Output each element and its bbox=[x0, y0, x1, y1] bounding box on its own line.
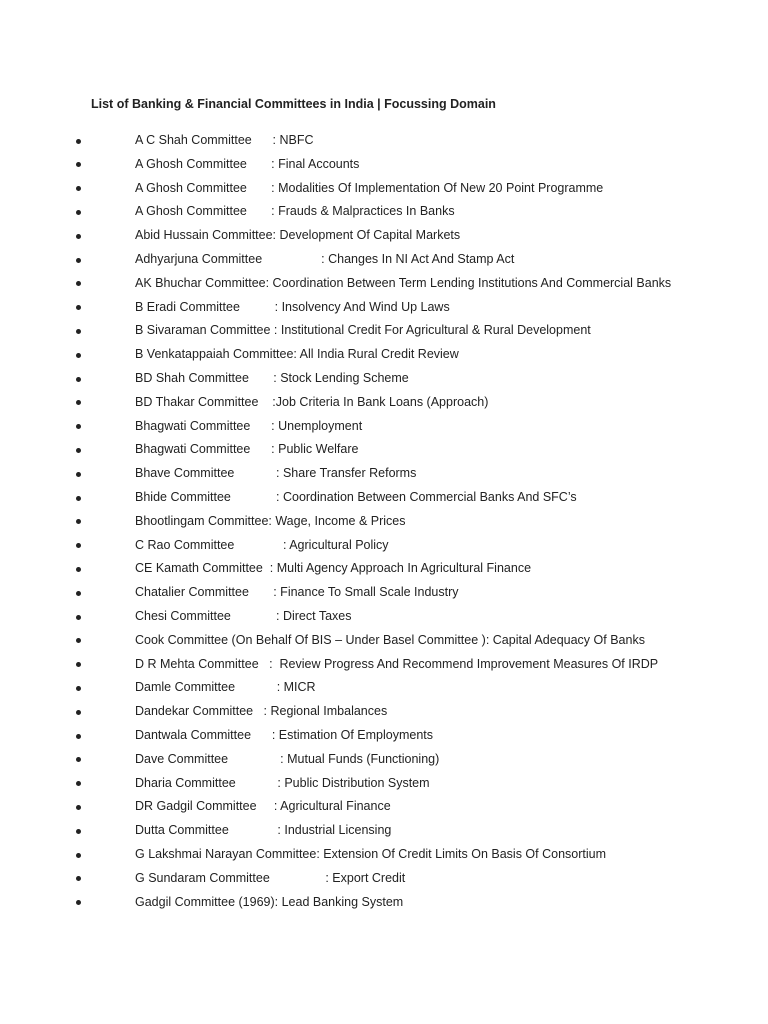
bullet-icon bbox=[76, 686, 81, 691]
committee-entry: Bhave Committee : Share Transfer Reforms bbox=[135, 466, 417, 481]
committee-entry: Abid Hussain Committee: Development Of Capital Markets bbox=[135, 228, 461, 243]
bullet-icon bbox=[76, 829, 81, 834]
bullet-icon bbox=[76, 543, 81, 548]
list-item bbox=[0, 319, 768, 343]
bullet-icon bbox=[76, 329, 81, 334]
committee-entry: G Lakshmai Narayan Committee: Extension Of Credit Limits On Basis Of Consortium bbox=[135, 846, 606, 861]
list-item bbox=[0, 129, 768, 153]
list-item bbox=[0, 605, 768, 629]
list-item bbox=[0, 272, 768, 296]
bullet-icon bbox=[76, 900, 81, 905]
bullet-icon bbox=[76, 424, 81, 429]
list-item bbox=[0, 343, 768, 367]
list-item bbox=[0, 891, 768, 915]
bullet-icon bbox=[76, 496, 81, 501]
committee-entry: Dandekar Committee : Regional Imbalances bbox=[135, 704, 388, 719]
list-item bbox=[0, 843, 768, 867]
bullet-icon bbox=[76, 615, 81, 620]
bullet-icon bbox=[76, 400, 81, 405]
bullet-icon bbox=[76, 305, 81, 310]
bullet-icon bbox=[76, 853, 81, 858]
bullet-icon bbox=[76, 353, 81, 358]
list-item bbox=[0, 676, 768, 700]
committee-entry: Bhootlingam Committee: Wage, Income & Prices bbox=[135, 513, 406, 528]
committee-entry: B Sivaraman Committee : Institutional Credit For Agricultural & Rural Development bbox=[135, 323, 591, 338]
committee-entry: Damle Committee : MICR bbox=[135, 680, 316, 695]
list-item bbox=[0, 367, 768, 391]
committee-entry: Bhagwati Committee : Public Welfare bbox=[135, 442, 359, 457]
list-item bbox=[0, 772, 768, 796]
bullet-icon bbox=[76, 139, 81, 144]
committee-entry: B Eradi Committee : Insolvency And Wind Up Laws bbox=[135, 299, 450, 314]
bullet-icon bbox=[76, 281, 81, 286]
committee-entry: Dave Committee : Mutual Funds (Functioning) bbox=[135, 751, 440, 766]
list-item bbox=[0, 200, 768, 224]
bullet-icon bbox=[76, 567, 81, 572]
bullet-icon bbox=[76, 876, 81, 881]
list-item bbox=[0, 177, 768, 201]
committee-entry: C Rao Committee : Agricultural Policy bbox=[135, 537, 389, 552]
list-item bbox=[0, 534, 768, 558]
bullet-icon bbox=[76, 472, 81, 477]
list-item bbox=[0, 748, 768, 772]
bullet-icon bbox=[76, 710, 81, 715]
list-item bbox=[0, 795, 768, 819]
bullet-icon bbox=[76, 377, 81, 382]
committee-entry: D R Mehta Committee : Review Progress And Recommend Improvement Measures Of IRDP bbox=[135, 656, 659, 671]
committee-entry: Chesi Committee : Direct Taxes bbox=[135, 608, 352, 623]
list-item bbox=[0, 700, 768, 724]
list-item bbox=[0, 724, 768, 748]
list-item bbox=[0, 462, 768, 486]
list-item bbox=[0, 438, 768, 462]
list-item bbox=[0, 486, 768, 510]
committee-entry: Dutta Committee : Industrial Licensing bbox=[135, 823, 392, 838]
list-item bbox=[0, 581, 768, 605]
committee-entry: BD Thakar Committee :Job Criteria In Bank Loans (Approach) bbox=[135, 394, 489, 409]
committee-entry: Bhagwati Committee : Unemployment bbox=[135, 418, 363, 433]
bullet-icon bbox=[76, 591, 81, 596]
committee-entry: Adhyarjuna Committee : Changes In NI Act And Stamp Act bbox=[135, 251, 515, 266]
bullet-icon bbox=[76, 234, 81, 239]
bullet-icon bbox=[76, 162, 81, 167]
committee-entry: AK Bhuchar Committee: Coordination Between Term Lending Institutions And Commercial Banks bbox=[135, 275, 672, 290]
list-item bbox=[0, 819, 768, 843]
committee-entry: Gadgil Committee (1969): Lead Banking System bbox=[135, 894, 404, 909]
committee-entry: A Ghosh Committee : Frauds & Malpractices In Banks bbox=[135, 204, 455, 219]
document-title: List of Banking & Financial Committees in India | Focussing Domain bbox=[91, 97, 496, 111]
bullet-icon bbox=[76, 734, 81, 739]
bullet-icon bbox=[76, 638, 81, 643]
committee-entry: Dantwala Committee : Estimation Of Employments bbox=[135, 727, 434, 742]
bullet-icon bbox=[76, 210, 81, 215]
list-item bbox=[0, 510, 768, 534]
list-item bbox=[0, 557, 768, 581]
committee-entry: Chatalier Committee : Finance To Small Scale Industry bbox=[135, 585, 459, 600]
list-item bbox=[0, 296, 768, 320]
bullet-icon bbox=[76, 757, 81, 762]
committee-entry: BD Shah Committee : Stock Lending Scheme bbox=[135, 370, 409, 385]
committee-entry: Bhide Committee : Coordination Between Commercial Banks And SFC’s bbox=[135, 489, 577, 504]
list-item bbox=[0, 653, 768, 677]
committee-list bbox=[0, 129, 768, 914]
bullet-icon bbox=[76, 186, 81, 191]
list-item bbox=[0, 248, 768, 272]
committee-entry: A Ghosh Committee : Modalities Of Implementation Of New 20 Point Programme bbox=[135, 180, 604, 195]
list-item bbox=[0, 867, 768, 891]
bullet-icon bbox=[76, 662, 81, 667]
bullet-icon bbox=[76, 258, 81, 263]
list-item bbox=[0, 224, 768, 248]
list-item bbox=[0, 415, 768, 439]
committee-entry: Dharia Committee : Public Distribution System bbox=[135, 775, 430, 790]
committee-entry: G Sundaram Committee : Export Credit bbox=[135, 870, 406, 885]
bullet-icon bbox=[76, 805, 81, 810]
bullet-icon bbox=[76, 781, 81, 786]
bullet-icon bbox=[76, 519, 81, 524]
list-item bbox=[0, 391, 768, 415]
committee-entry: CE Kamath Committee : Multi Agency Approach In Agricultural Finance bbox=[135, 561, 532, 576]
list-item bbox=[0, 153, 768, 177]
committee-entry: Cook Committee (On Behalf Of BIS – Under Basel Committee ): Capital Adequacy Of Banks bbox=[135, 632, 645, 647]
committee-entry: A Ghosh Committee : Final Accounts bbox=[135, 156, 360, 171]
committee-entry: DR Gadgil Committee : Agricultural Finance bbox=[135, 799, 391, 814]
bullet-icon bbox=[76, 448, 81, 453]
list-item bbox=[0, 629, 768, 653]
committee-entry: A C Shah Committee : NBFC bbox=[135, 133, 314, 147]
committee-entry: B Venkatappaiah Committee: All India Rural Credit Review bbox=[135, 347, 459, 362]
